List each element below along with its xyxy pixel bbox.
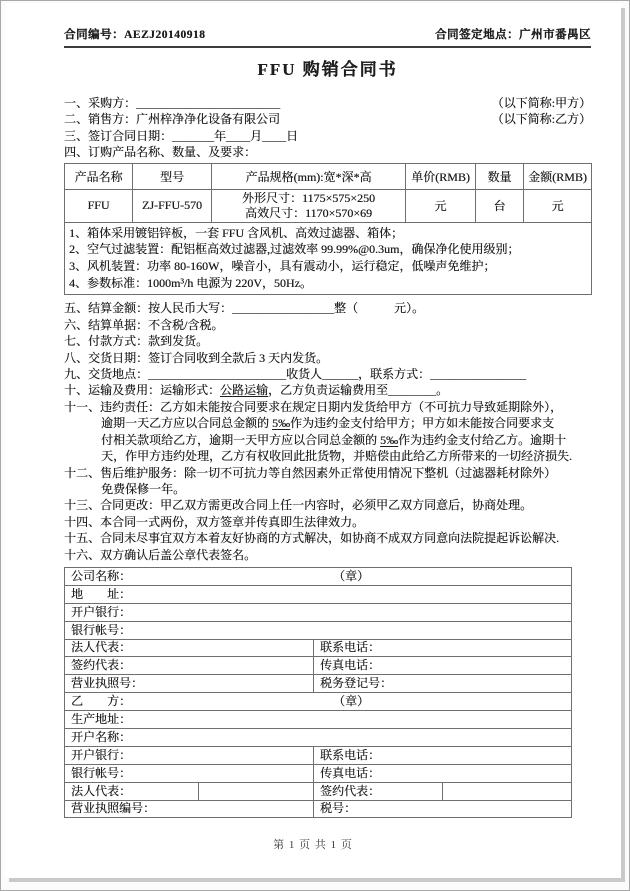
sign-place — [435, 26, 591, 42]
clause-12-text-1: 十二、售后维护服务：除一切不可抗力等自然因素外正常使用情况下整机（过滤器耗材除外） — [64, 465, 557, 480]
sig-label-bank-b: 开户银行： — [71, 747, 132, 762]
contract-number — [64, 26, 205, 42]
product-name: FFU — [65, 189, 133, 222]
clause-5-settlement-amount — [64, 300, 591, 316]
col-spec: 产品规格(mm):宽*深*高 — [212, 163, 406, 189]
sig-label-party-b: 乙 方： — [71, 694, 132, 709]
clause-1-buyer — [64, 95, 591, 111]
spec-outer-size: 外形尺寸：1175×575×250 — [241, 191, 376, 206]
clause-list-bottom — [64, 300, 591, 563]
sig-row-account-a — [65, 621, 572, 639]
clause-10-transport-mode: 公路运输 — [220, 383, 269, 398]
sig-label-legal-rep-a: 法人代表： — [71, 640, 132, 655]
clause-11-text-3b: 作为违约金支付给乙方。逾期十 — [398, 432, 567, 447]
clause-11-breach-line-1 — [64, 399, 591, 415]
sig-label-signer-b: 签约代表： — [320, 783, 381, 798]
note-2: 2、空气过滤装置：配铝框高效过滤器,过滤效率 99.99%@0.3um，确保净化使用级别； — [69, 242, 520, 257]
sig-label-address: 地 址： — [71, 586, 132, 601]
note-4: 4、参数标准：1000m³/h 电源为 220V，50Hz。 — [69, 275, 312, 290]
clause-3-text: 三、签订合同日期：_______年____月____日 — [64, 128, 299, 143]
sig-label-account-name-b: 开户名称： — [71, 729, 132, 744]
clause-5-suffix: 整（ 元）。 — [334, 301, 425, 316]
clause-5-blank: _________________ — [232, 301, 335, 316]
clause-8-text: 八、交货日期：签订合同收到全款后 3 天内发货。 — [64, 350, 329, 365]
sig-row-bank-a — [65, 603, 572, 621]
sig-row-bank-b — [65, 746, 572, 764]
product-qty: 台 — [476, 189, 524, 222]
sig-label-signer-a: 签约代表： — [71, 658, 132, 673]
sig-label-license-b: 营业执照编号： — [71, 801, 156, 816]
document-header — [64, 26, 591, 42]
sig-label-legal-rep-b: 法人代表： — [71, 783, 132, 798]
sig-row-party-b — [65, 693, 572, 711]
clause-11-text-2b: 作为违约金支付给甲方；甲方如未能按合同要求支 — [290, 416, 555, 431]
clause-7-text: 七、付款方式：款到发货。 — [64, 334, 209, 349]
header-divider — [64, 46, 591, 48]
clause-11-penalty-rate-1: 5‰ — [272, 416, 291, 431]
clause-12-text-2: 免费保修一年。 — [101, 481, 186, 496]
page-number: 第 1 页 共 1 页 — [273, 839, 353, 851]
product-notes-row — [65, 222, 592, 295]
sig-label-license-a: 营业执照号： — [71, 676, 144, 691]
note-3: 3、风机装置：功率 80-160W，噪音小，具有震动小，运行稳定，低噪声免维护； — [69, 259, 496, 274]
sig-label-account-a: 银行帐号： — [71, 622, 132, 637]
sig-row-account-name-b — [65, 728, 572, 746]
clause-13-text: 十三、合同更改：甲乙双方需更改合同上任一内容时，必须甲乙双方同意后，协商处理。 — [64, 498, 533, 513]
sig-row-legal-rep-b — [65, 782, 572, 800]
sig-row-license-a — [65, 675, 572, 693]
sig-label-tax-reg-a: 税务登记号： — [320, 676, 393, 691]
clause-13-amendment — [64, 497, 591, 513]
seal-placeholder-party-b: （章） — [333, 694, 370, 709]
clause-9-consignee-label: 收货人 — [286, 367, 323, 382]
col-product-name: 产品名称 — [65, 163, 133, 189]
clause-10-transport — [64, 382, 591, 398]
clause-14-text: 十四、本合同一式两份，双方签章并传真即生法律效力。 — [64, 514, 365, 529]
clause-2-text: 二、销售方：广州梓净净化设备有限公司 — [64, 112, 281, 127]
signature-table — [64, 567, 572, 818]
clause-5-prefix: 五、结算金额：按人民币大写： — [64, 301, 233, 316]
clause-2-seller — [64, 111, 591, 127]
clause-11-penalty-rate-2: 5‰ — [380, 432, 399, 447]
product-unit-price: 元 — [406, 189, 476, 222]
sign-place-value: 广州市番禺区 — [519, 29, 591, 41]
sig-label-fax-b: 传真电话： — [320, 765, 381, 780]
page-content — [5, 4, 591, 818]
product-table — [64, 163, 592, 296]
sig-label-tax-b: 税号： — [320, 801, 357, 816]
sig-label-production-address: 生产地址： — [71, 712, 132, 726]
sig-label-company-name: 公司名称： — [71, 568, 132, 583]
clause-8-delivery-date — [64, 350, 591, 366]
product-amount: 元 — [524, 189, 592, 222]
product-notes — [65, 222, 592, 295]
sig-row-signer-a — [65, 657, 572, 675]
product-table-header-row — [65, 163, 592, 189]
clause-list-top — [64, 95, 591, 161]
clause-9-prefix: 九、交货地点： — [64, 367, 149, 382]
contract-number-value: AEZJ20140918 — [124, 29, 206, 41]
page-title: FFU 购销合同书 — [257, 60, 398, 79]
clause-1-label: 一、采购方： — [64, 96, 137, 110]
clause-1-blank: ________________________ — [136, 96, 281, 110]
sig-label-phone-b: 联系电话： — [320, 747, 381, 762]
sig-label-phone-a: 联系电话： — [320, 640, 381, 655]
col-amount: 金额(RMB) — [524, 163, 592, 189]
clause-16-text: 十六、双方确认后盖公章代表签名。 — [64, 547, 257, 562]
clause-11-breach-line-3 — [64, 432, 591, 448]
clause-9-blank-consignee: ______ — [322, 367, 359, 382]
sig-row-production-address — [65, 711, 572, 729]
clause-11-text-4: 天，作甲方违约处理，乙方有权收回此批货物，并赔偿由此给乙方所带来的一切经济损失. — [101, 449, 573, 464]
product-spec — [212, 189, 406, 222]
sign-place-label: 合同签定地点： — [435, 29, 519, 41]
clause-4-text: 四、订购产品名称、数量、及要求： — [64, 145, 257, 160]
sig-row-company-name — [65, 567, 572, 585]
contract-number-label: 合同编号： — [64, 29, 124, 41]
clause-11-text-1: 十一、违约责任：乙方如未能按合同要求在规定日期内发货给甲方（不可抗力导致延期除外）， — [64, 399, 563, 414]
clause-10-prefix: 十、运输及费用：运输形式： — [64, 383, 221, 398]
contract-page — [5, 4, 621, 878]
sig-row-address — [65, 585, 572, 603]
clause-7-payment — [64, 333, 591, 349]
sig-row-license-b — [65, 800, 572, 818]
clause-16-signature — [64, 547, 591, 563]
clause-10-suffix: 。 — [436, 383, 449, 398]
clause-9-blank-contact: ________________ — [430, 367, 527, 382]
sig-row-legal-rep-a — [65, 639, 572, 657]
clause-4-order-intro — [64, 144, 591, 160]
sig-label-account-b: 银行帐号： — [71, 765, 132, 780]
col-model: 型号 — [133, 163, 212, 189]
clause-1-party-note: （以下简称:甲方） — [491, 96, 591, 110]
clause-15-text: 十五、合同未尽事宜双方本着友好协商的方式解决，如协商不成双方同意向法院提起诉讼解决. — [64, 531, 560, 546]
sig-label-bank-a: 开户银行： — [71, 604, 132, 619]
product-model: ZJ-FFU-570 — [133, 189, 212, 222]
clause-11-breach-line-2 — [64, 415, 591, 431]
clause-14-copies — [64, 514, 591, 530]
seal-placeholder-party-a: （章） — [333, 568, 370, 583]
clause-12-warranty-line-1 — [64, 465, 591, 481]
clause-10-mid: ，乙方负责运输费用至 — [268, 383, 389, 398]
clause-2-party-note: （以下简称:乙方） — [491, 112, 591, 127]
product-row — [65, 189, 592, 222]
clause-11-text-2a: 逾期一天乙方应以合同总金额的 — [101, 416, 273, 431]
col-qty: 数量 — [476, 163, 524, 189]
clause-6-invoice — [64, 317, 591, 333]
spec-hepa-size: 高效尺寸：1170×570×69 — [244, 205, 373, 220]
sig-row-account-b — [65, 764, 572, 782]
col-unit-price: 单价(RMB) — [406, 163, 476, 189]
clause-12-warranty-line-2 — [64, 481, 591, 497]
clause-15-dispute — [64, 530, 591, 546]
clause-9-delivery-place — [64, 366, 591, 382]
clause-9-blank-address: _______________________ — [148, 367, 287, 382]
clause-11-breach-line-4 — [64, 448, 591, 464]
sig-label-fax-a: 传真电话： — [320, 658, 381, 673]
clause-10-blank: ________ — [388, 383, 437, 398]
note-1: 1、箱体采用镀铝锌板，一套 FFU 含风机、高效过滤器、箱体； — [69, 225, 404, 240]
clause-6-text: 六、结算单据：不含税/含税。 — [64, 317, 224, 332]
clause-3-sign-date — [64, 128, 591, 144]
clause-11-text-3a: 付相关款项给乙方，逾期一天甲方应以合同总金额的 — [101, 432, 381, 447]
clause-9-contact-label: ，联系方式： — [358, 367, 431, 382]
